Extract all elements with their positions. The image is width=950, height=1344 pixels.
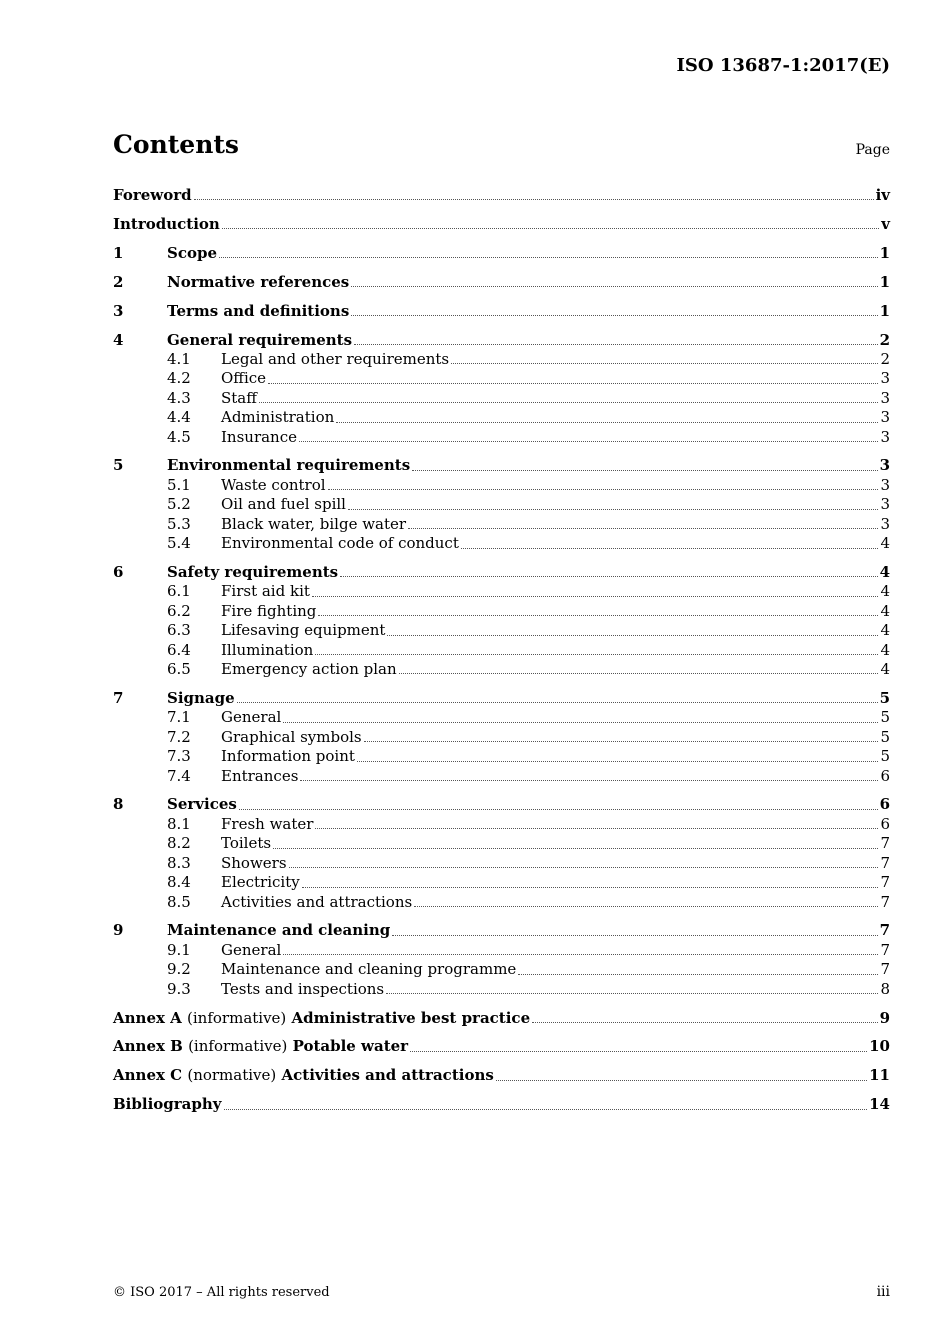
toc-entry-title [167,920,390,940]
toc-entry[interactable] [113,562,890,582]
dot-leader [259,401,879,403]
toc-group [113,301,890,321]
dot-leader [219,256,878,258]
toc-subentry-page: 3 [880,475,890,494]
toc-subentry-page: 5 [880,747,890,766]
toc-entry-label: Annex A [113,1008,182,1027]
toc-group [113,272,890,292]
document-id: ISO 13687-1:2017(E) [676,55,890,76]
toc-subentry-page: 8 [880,979,890,998]
toc-subentry-title: Office [221,369,267,388]
toc-subentry[interactable] [113,621,890,640]
toc-subentry[interactable] [113,350,890,369]
dot-leader [354,343,878,345]
toc-entry-qualifier: (informative) [188,1037,288,1056]
toc-subentry-page: 6 [880,766,890,785]
toc-subentry-number: 8.3 [167,853,191,872]
toc-entry-title [167,688,235,708]
toc-entry-label: Safety requirements [167,563,339,581]
toc-group [113,1065,890,1085]
toc-subentry-number: 9.2 [167,960,191,979]
toc-entry-page: 1 [879,272,890,291]
toc-subentry-page: 3 [880,408,890,427]
toc-entry-subtitle: Activities and attractions [281,1066,494,1085]
toc-entry-subtitle: Administrative best practice [291,1008,531,1027]
toc-group [113,794,890,911]
toc-entry-number: 2 [113,272,124,291]
toc-group [113,688,890,786]
toc-entry-title [167,272,349,292]
toc-subentry-title: Electricity [221,873,300,892]
toc-subentry-number: 8.2 [167,834,191,853]
toc-subentry-page: 3 [880,514,890,533]
toc-subentry-title: Legal and other requirements [221,349,450,368]
toc-entry-label: Signage [167,688,235,707]
toc-entry-title [167,330,352,350]
toc-subentry[interactable] [113,941,890,960]
toc-entry-page: 1 [879,301,890,320]
dot-leader [318,614,878,616]
toc-subentry-number: 7.3 [167,747,191,766]
toc-entry-label: Normative references [167,272,350,291]
toc-entry-number: 4 [113,330,124,349]
dot-leader [340,575,877,577]
toc-subentry-title: General [221,708,282,727]
toc-entry-title [167,455,410,475]
toc-entry-number: 3 [113,301,124,320]
dot-leader [392,934,877,936]
dot-leader [357,760,879,762]
dot-leader [283,953,878,955]
toc-subentry-title: General [221,940,282,959]
toc-subentry[interactable] [113,854,890,873]
dot-leader [300,779,878,781]
toc-subentry-number: 6.4 [167,640,191,659]
toc-entry-subtitle: Potable water [292,1037,409,1056]
dot-leader [299,440,878,442]
toc-entry-title [113,1094,222,1114]
toc-entry-label: Maintenance and cleaning [167,921,391,940]
toc-entry-title [167,243,217,263]
toc-subentry-number: 4.1 [167,349,191,368]
dot-leader [237,701,878,703]
toc-subentry-title: Staff [221,388,257,407]
toc-entry-title [113,1036,408,1056]
toc-entry-number: 5 [113,456,124,475]
toc-entry-page: 9 [879,1008,890,1027]
toc-entry-title [113,1065,494,1085]
toc-subentry-number: 7.1 [167,708,191,727]
toc-entry-title [113,185,192,205]
dot-leader [364,740,879,742]
toc-entry[interactable] [113,794,890,814]
toc-subentry[interactable] [113,582,890,601]
toc-subentry[interactable] [113,893,890,912]
toc-entry-number: 6 [113,563,124,581]
toc-entry[interactable] [113,243,890,263]
toc-subentry-title: Graphical symbols [221,727,362,746]
toc-subentry-page: 3 [880,495,890,514]
toc-group [113,455,890,553]
dot-leader [496,1079,867,1081]
toc-subentry-title: Showers [221,853,287,872]
toc-subentry-page: 5 [880,708,890,727]
toc-subentry[interactable] [113,476,890,495]
toc-subentry-number: 6.3 [167,621,191,640]
footer-page-number: iii [876,1284,890,1300]
toc-subentry-page: 4 [880,582,890,601]
toc-subentry[interactable] [113,515,890,534]
dot-leader [194,198,874,200]
toc-entry[interactable] [113,1094,890,1114]
toc-subentry-title: Maintenance and cleaning programme [221,960,517,979]
toc-subentry-title: Illumination [221,640,314,659]
toc-entry-label: Terms and definitions [167,301,350,320]
toc-entry-qualifier: (normative) [187,1066,277,1085]
toc-subentry-page: 7 [880,940,890,959]
toc-subentry-number: 4.3 [167,388,191,407]
toc-subentry[interactable] [113,602,890,621]
toc-subentry-title: Toilets [221,834,272,853]
toc-subentry[interactable] [113,708,890,727]
toc-subentry[interactable] [113,408,890,427]
toc-subentry-title: Insurance [221,427,297,446]
toc-subentry-page: 4 [880,534,890,553]
toc-subentry[interactable] [113,834,890,853]
dot-leader [408,527,878,529]
dot-leader [336,421,878,423]
toc-entry-title [167,301,349,321]
toc-entry[interactable] [113,330,890,350]
toc-entry[interactable] [113,301,890,321]
footer-copyright: © ISO 2017 – All rights reserved [113,1285,330,1300]
toc-subentry-number: 5.1 [167,475,191,494]
toc-entry-title [167,562,338,582]
dot-leader [451,362,878,364]
toc-subentry-number: 9.1 [167,940,191,959]
toc-subentry-page: 3 [880,427,890,446]
toc-subentry-page: 5 [880,727,890,746]
dot-leader [461,547,879,549]
toc-subentry-page: 4 [880,601,890,620]
toc-subentry-page: 2 [880,349,890,368]
toc-subentry-page: 4 [880,621,890,640]
toc-entry-number: 8 [113,795,124,814]
toc-subentry-number: 8.1 [167,814,191,833]
toc-subentry[interactable] [113,641,890,660]
toc-subentry-page: 6 [880,814,890,833]
dot-leader [351,285,877,287]
toc-subentry-title: Oil and fuel spill [221,495,346,514]
dot-leader [412,469,877,471]
toc-entry[interactable] [113,688,890,708]
dot-leader [273,847,878,849]
toc-subentry-title: Environmental code of conduct [221,534,459,553]
toc-entry[interactable] [113,455,890,475]
toc-subentry-page: 4 [880,640,890,659]
toc-subentry-title: Fresh water [221,814,314,833]
toc-subentry[interactable] [113,747,890,766]
toc-entry[interactable] [113,185,890,205]
toc-entry-page: iv [875,186,890,204]
toc-subentry-page: 4 [880,660,890,679]
toc-subentry[interactable] [113,767,890,786]
toc-entry[interactable] [113,214,890,234]
toc-entry[interactable] [113,1008,890,1028]
toc-entry-page: 11 [869,1066,890,1085]
toc-subentry-page: 7 [880,834,890,853]
toc-subentry[interactable] [113,960,890,979]
toc-entry-label: Introduction [113,214,220,233]
toc-entry-page: v [881,214,890,233]
toc-entry-title [113,1008,530,1028]
toc-subentry[interactable] [113,728,890,747]
toc-subentry-title: Black water, bilge water [221,514,407,533]
dot-leader [399,672,879,674]
toc-subentry-page: 7 [880,853,890,872]
toc-entry-title [113,214,220,234]
toc-entry-label: Foreword [113,186,192,204]
dot-leader [328,488,879,490]
toc-subentry-number: 8.4 [167,873,191,892]
toc-subentry-page: 3 [880,369,890,388]
dot-leader [410,1050,867,1052]
dot-leader [348,508,878,510]
toc-entry-page: 4 [879,563,890,581]
toc-subentry-number: 4.2 [167,369,191,388]
dot-leader [351,314,877,316]
toc-entry[interactable] [113,1065,890,1085]
toc-subentry-number: 5.2 [167,495,191,514]
toc-subentry-title: Activities and attractions [221,892,413,911]
toc-subentry-number: 7.2 [167,727,191,746]
toc-group [113,243,890,263]
toc-entry-page: 3 [879,456,890,475]
toc-subentry-title: Entrances [221,766,299,785]
toc-entry-label: Annex C [113,1066,183,1085]
toc-entry[interactable] [113,272,890,292]
toc-subentry-page: 7 [880,892,890,911]
toc-subentry-page: 3 [880,388,890,407]
toc-group [113,214,890,234]
toc-entry-page: 14 [869,1095,890,1114]
toc-subentry-number: 6.2 [167,601,191,620]
dot-leader [224,1108,868,1110]
dot-leader [414,905,878,907]
dot-leader [518,973,878,975]
toc-subentry-title: Fire fighting [221,601,317,620]
table-of-contents [113,185,890,1123]
toc-entry-page: 1 [879,243,890,262]
toc-entry-label: Services [167,795,237,814]
toc-subentry-number: 5.4 [167,534,191,553]
toc-entry[interactable] [113,1036,890,1056]
toc-entry-qualifier: (informative) [187,1008,287,1027]
toc-subentry[interactable] [113,495,890,514]
toc-subentry-page: 7 [880,960,890,979]
toc-group [113,185,890,205]
page-column-label: Page [855,142,890,158]
dot-leader [315,827,878,829]
toc-entry-label: Bibliography [113,1095,222,1114]
toc-entry[interactable] [113,920,890,940]
dot-leader [283,721,878,723]
toc-subentry-title: First aid kit [221,582,310,601]
toc-entry-number: 9 [113,921,124,940]
dot-leader [386,992,878,994]
toc-subentry[interactable] [113,873,890,892]
dot-leader [268,382,878,384]
toc-subentry-number: 8.5 [167,892,191,911]
toc-entry-number: 1 [113,243,124,262]
toc-subentry[interactable] [113,980,890,999]
toc-entry-label: Environmental requirements [167,456,411,475]
toc-subentry[interactable] [113,660,890,679]
toc-group [113,920,890,999]
page-title: Contents [113,130,240,159]
toc-group [113,330,890,447]
dot-leader [222,227,879,229]
toc-subentry-page: 7 [880,873,890,892]
dot-leader [289,866,879,868]
dot-leader [239,808,878,810]
toc-group [113,1008,890,1028]
toc-subentry-title: Administration [221,408,335,427]
toc-subentry[interactable] [113,815,890,834]
toc-subentry[interactable] [113,369,890,388]
toc-entry-label: Scope [167,243,218,262]
toc-entry-page: 6 [879,795,890,814]
dot-leader [315,653,878,655]
toc-entry-number: 7 [113,688,124,707]
toc-entry-page: 7 [879,921,890,940]
toc-subentry[interactable] [113,428,890,447]
toc-subentry-number: 6.5 [167,660,191,679]
toc-entry-title [167,794,237,814]
toc-entry-page: 2 [879,330,890,349]
toc-subentry-number: 9.3 [167,979,191,998]
toc-group [113,1094,890,1114]
toc-entry-page: 10 [869,1037,890,1056]
toc-subentry-number: 6.1 [167,582,191,601]
toc-subentry-title: Emergency action plan [221,660,397,679]
toc-subentry[interactable] [113,389,890,408]
toc-subentry-number: 4.5 [167,427,191,446]
toc-group [113,1036,890,1056]
toc-subentry-title: Tests and inspections [221,979,385,998]
dot-leader [387,634,878,636]
dot-leader [312,595,879,597]
toc-subentry-number: 7.4 [167,766,191,785]
dot-leader [532,1021,877,1023]
toc-group [113,562,890,679]
toc-subentry-title: Waste control [221,475,326,494]
toc-subentry-number: 5.3 [167,514,191,533]
toc-subentry-title: Lifesaving equipment [221,621,386,640]
dot-leader [302,886,879,888]
toc-entry-page: 5 [879,688,890,707]
toc-subentry[interactable] [113,534,890,553]
toc-subentry-number: 4.4 [167,408,191,427]
toc-entry-label: Annex B [113,1037,183,1056]
toc-subentry-title: Information point [221,747,355,766]
toc-entry-label: General requirements [167,330,353,349]
